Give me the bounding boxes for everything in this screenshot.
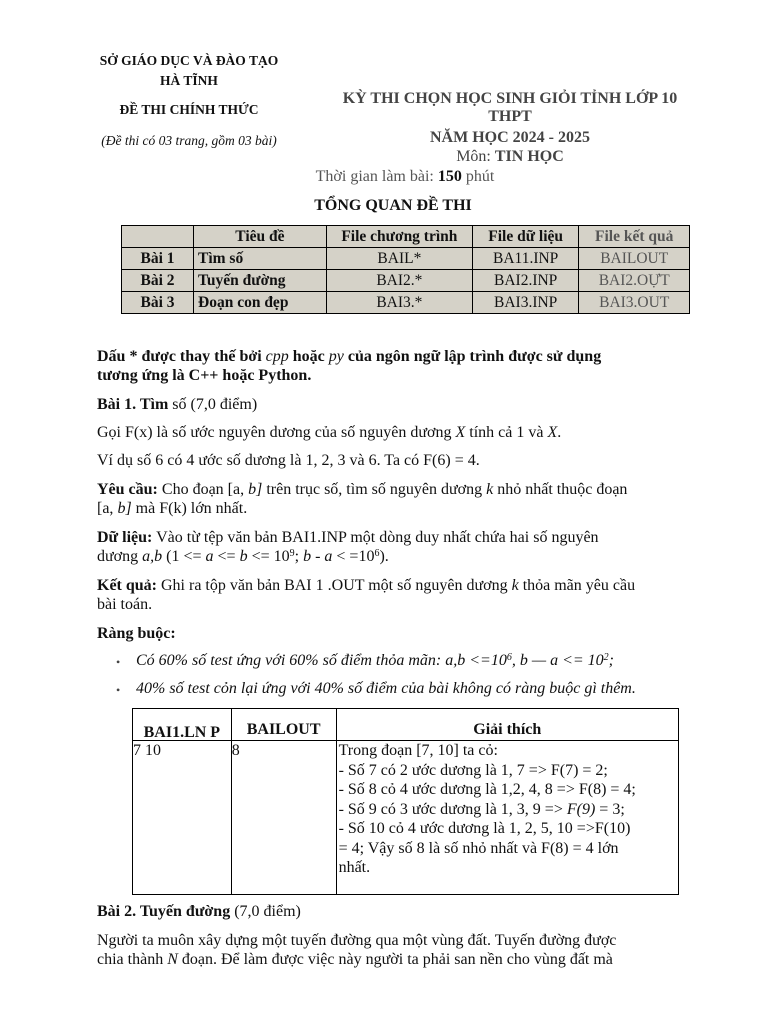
note-text: Dấu * được thay thế bởi [97,348,262,365]
overview-cell-output: BAI2.OỰT [579,270,690,292]
text: Cho đoạn [a, [161,481,245,498]
explain-line: nhất. [338,859,371,876]
text: , b — a <= 10 [511,652,604,669]
text: Gọi F(x) là số ước nguyên dương của số nguyên dương [97,424,452,441]
department-name: SỞ GIÁO DỤC VÀ ĐÀO TẠO [99,53,279,68]
text: bài toán. [97,596,153,613]
explain-line: Trong đoạn [7, 10] ta cỏ: [338,742,498,759]
overview-row [122,248,690,270]
example-output-cell: 8 [231,741,336,895]
bai1-definition [97,423,712,442]
overview-header-title: Tiêu đề [194,226,327,248]
text: < =10 [336,548,375,565]
overview-cell-output: BAILOUT [579,248,690,270]
var-b: b [303,548,312,565]
text: ; [294,548,300,565]
language-note [97,347,712,385]
bai1-heading-rest: số (7,0 điểm) [172,396,258,413]
note-text: tương ứng là C++ hoặc Python. [97,367,312,384]
example-header-input: BAI1.LN P [133,709,232,741]
note-text: hoặc [292,348,325,365]
exam-title-line1: KỲ THI CHỌN HỌC SINH GIỎI TỈNH LỚP 10 [342,90,678,107]
overview-table [121,225,690,314]
time-value: 150 [437,168,462,185]
overview-cell-title: Tuyến đường [194,270,327,292]
overview-cell-bai: Bài 1 [122,248,194,270]
text: = 3; [599,800,625,818]
var-b: b] [117,500,132,517]
var-a: a [324,548,333,565]
overview-header-input: File dữ liệu [472,226,579,248]
text: thỏa mãn yêu cầu [522,577,636,594]
header-right [300,90,720,167]
time-unit: phút [465,168,495,185]
bai2-heading-bold: Bài 2. Tuyến đường [97,903,231,920]
bai2-intro [97,931,712,969]
text: - [315,548,321,565]
bai1-heading-bold: Bài 1. Tìm [97,396,169,413]
exponent: 2 [603,652,609,663]
bai1-output-data [97,576,712,614]
bai1-heading [97,395,712,414]
text: ; [608,652,614,669]
result-label: Kết quả: [97,577,157,594]
example-header-output: BAILOUT [231,709,336,741]
text: <= [217,548,236,565]
official-exam-label: ĐỀ THI CHÍNH THỨC [119,102,259,117]
text: dương [97,548,139,565]
example-row [133,741,679,895]
explain-line: = 4; Vậy số 8 là số nhỏ nhất và F(8) = 4 lớn [338,839,619,857]
overview-row [122,270,690,292]
var-a: a [205,548,214,565]
explain-line [339,800,678,820]
explain-line: - Số 10 cỏ 4 ước dương là 1, 2, 5, 10 =>F(10) [338,820,631,837]
overview-cell-title: Tìm số [194,248,327,270]
text: đoạn. Để làm được việc này người ta phải san nền cho vùng đất mà [181,951,613,968]
var-n: N [167,951,178,968]
note-text: của ngôn ngữ lập trình được sử dụng [347,348,602,365]
example-input-cell: 7 10 [133,741,232,895]
exponent: 6 [374,548,380,559]
bullet-icon: • [116,683,121,697]
overview-cell-output: BAI3.OUT [579,292,690,314]
text: Có 60% số test ứng với 60% số điểm thỏa mãn: a,b <=10 [136,652,507,669]
time-label: Thời gian làm bài: [315,168,434,185]
pages-note: (Đề thi có 03 trang, gồm 03 bài) [101,133,277,148]
exponent: 6 [506,652,512,663]
subject-value: TIN HỌC [494,148,564,165]
overview-row [122,292,690,314]
var-ab: a,b [142,548,163,565]
overview-header-output: File kết quả [579,226,690,248]
text: [a, [97,500,114,517]
overview-header-program: File chương trình [326,226,472,248]
bai2-heading-rest: (7,0 điểm) [234,903,301,920]
text: ). [379,548,389,565]
constraint-label-text: Ràng buộc: [97,625,176,642]
subject-label: Môn: [456,148,491,165]
province-name: HÀ TĨNH [160,73,218,88]
overview-cell-title: Đoạn con đẹp [194,292,327,314]
overview-cell-input: BA11.INP [472,248,579,270]
text-italic: F(9) [566,800,596,818]
overview-cell-bai: Bài 3 [122,292,194,314]
overview-title: TỔNG QUAN ĐỀ THI [314,197,472,214]
bai1-input-data [97,528,712,566]
text: (1 <= [166,548,202,565]
text: <= 10 [251,548,290,565]
note-cpp: cpp [265,348,289,365]
time-line [0,167,768,187]
overview-header-empty [122,226,194,248]
overview-cell-input: BAI2.INP [472,270,579,292]
explain-line: - Số 8 cỏ 4 ước dương là 1,2, 4, 8 => F(8) = 4; [338,781,636,798]
subject-line [300,147,720,167]
text: Người ta muôn xây dựng một tuyến đường qua một vùng đất. Tuyến đường được [97,932,617,949]
header-left [60,51,318,151]
bai1-example: Ví dụ số 6 có 4 ước số dương là 1, 2, 3 và 6. Ta có F(6) = 4. [97,452,480,469]
var-b: b] [248,481,263,498]
text: Ghi ra tộp văn bản BAI 1 .OUT một số nguyên dương [161,577,508,594]
exam-title-line2: THPT [488,108,532,125]
constraint-label [97,624,712,643]
example-table [132,708,679,895]
bai2-heading [97,902,712,921]
text: nhỏ nhất thuộc đoạn [497,481,628,498]
school-year: NĂM HỌC 2024 - 2025 [430,129,590,146]
text: - Số 9 có 3 ước dương là 1, 3, 9 => [338,800,563,818]
requirement-label: Yêu cầu: [97,481,158,498]
var-x: X [455,424,466,441]
text: chia thành [97,951,164,968]
var-k: k [511,577,519,594]
overview-cell-bai: Bài 2 [122,270,194,292]
var-k: k [486,481,494,498]
var-x: X [547,424,558,441]
overview-cell-program: BAIL* [326,248,472,270]
overview-cell-input: BAI3.INP [472,292,579,314]
example-header-row [133,709,679,741]
text: . [557,424,562,441]
constraint-bullet [116,652,716,672]
text: trên trục số, tìm số nguyên dương [266,481,483,498]
explain-line: - Số 7 có 2 ước dương là 1, 7 => F(7) = 2; [338,761,608,779]
var-b: b [239,548,248,565]
overview-cell-program: BAI3.* [326,292,472,314]
example-header-explain: Giải thích [336,709,678,741]
bullet-text: 40% số test cỏn lại ứng với 40% số điểm của bài không có ràng buộc gì thêm. [136,680,636,697]
text: Vào từ tệp văn bản BAI1.INP một dòng duy nhất chứa hai số nguyên [156,529,599,546]
exponent: 9 [289,548,295,559]
text: mà F(k) lớn nhất. [135,500,248,517]
overview-header-row [122,226,690,248]
bai1-requirement [97,480,712,518]
example-explain-cell [336,741,678,895]
note-py: py [328,348,344,365]
bullet-text [136,652,614,670]
text: tính cả 1 và [469,424,544,441]
constraint-bullet [116,680,716,700]
overview-cell-program: BAI2.* [326,270,472,292]
data-label: Dữ liệu: [97,529,153,546]
bullet-icon: • [116,655,121,669]
